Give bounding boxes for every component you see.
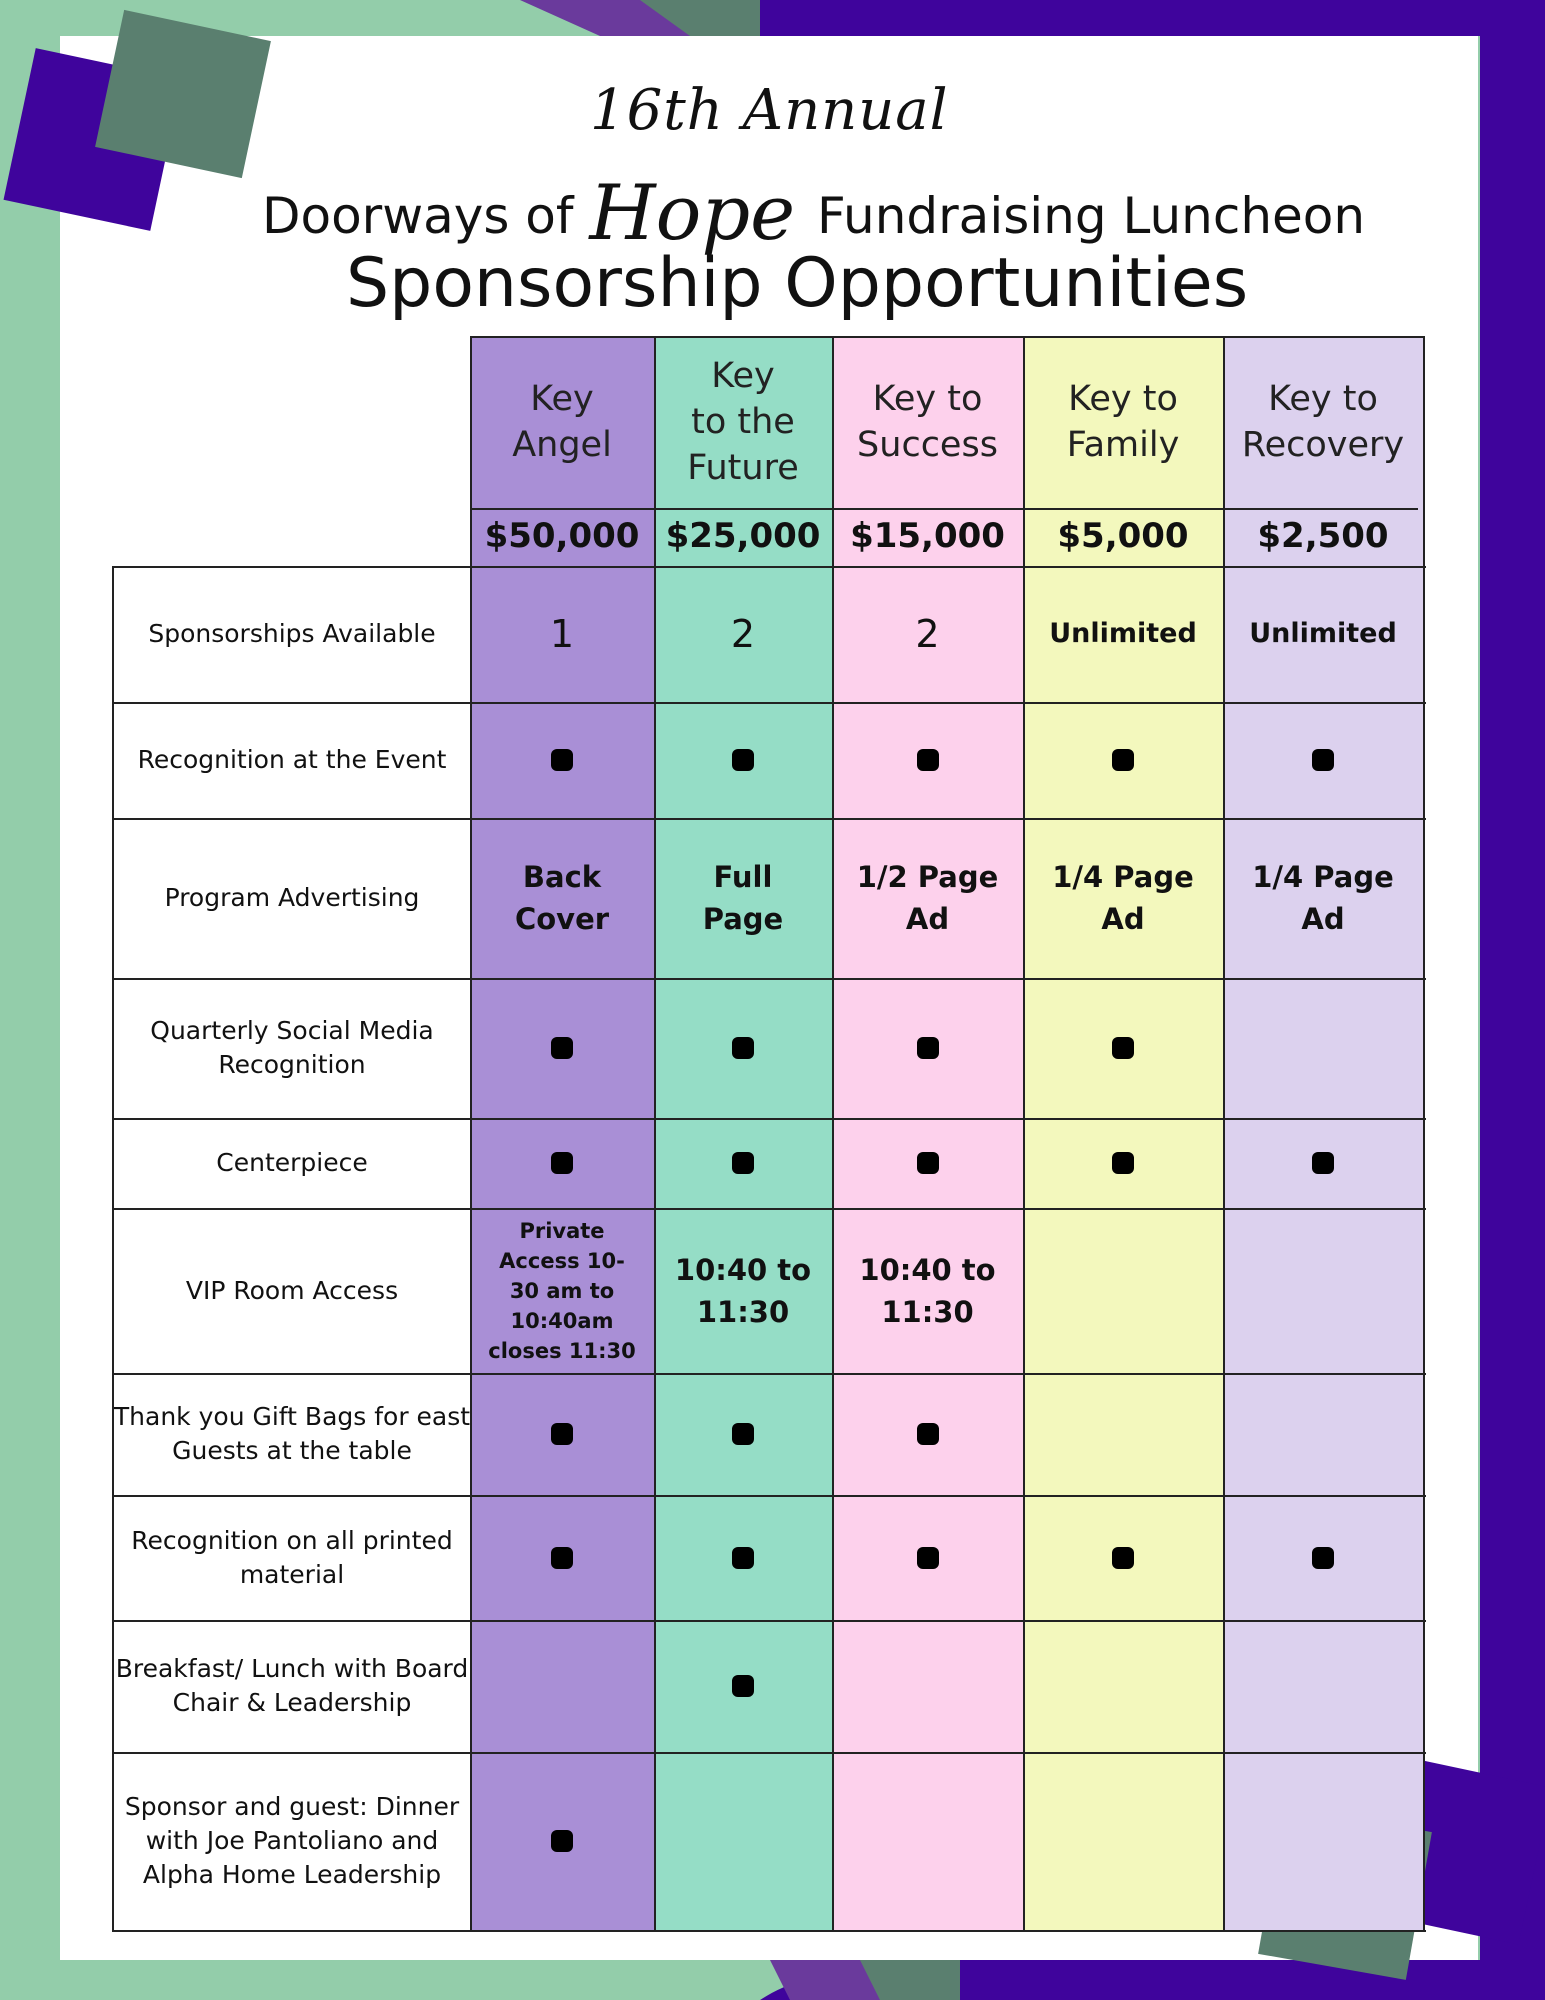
table-cell	[1023, 1208, 1223, 1373]
bullet-dot-icon	[1312, 749, 1334, 771]
tier-price: $25,000	[665, 516, 821, 556]
tier-name-line: Success	[857, 425, 998, 465]
row-divider	[112, 566, 1426, 568]
bullet-dot-icon	[732, 749, 754, 771]
cell-text: Private Access 10-30 am to 10:40am closes 11:30	[488, 1218, 636, 1363]
tier-name	[832, 376, 1023, 468]
table-cell	[470, 702, 654, 818]
table-cell	[1223, 702, 1423, 818]
table-cell	[1223, 978, 1423, 1118]
cell-text: Unlimited	[1049, 618, 1197, 649]
table-cell	[470, 1373, 654, 1495]
table-cell	[832, 1752, 1023, 1930]
table-cell	[1023, 1752, 1223, 1930]
bullet-dot-icon	[551, 749, 573, 771]
table-cell	[654, 1620, 832, 1752]
row-label: VIP Room Access	[185, 1275, 399, 1305]
table-cell	[1023, 566, 1223, 702]
cell-text: Full Page	[702, 860, 784, 936]
table-cell	[654, 1752, 832, 1930]
column-divider	[1423, 336, 1425, 1930]
table-cell	[654, 1373, 832, 1495]
row-label: Program Advertising	[164, 883, 420, 912]
table-cell	[470, 978, 654, 1118]
table-cell	[654, 978, 832, 1118]
bullet-dot-icon	[1112, 1547, 1134, 1569]
row-divider	[114, 978, 1426, 980]
table-cell	[832, 702, 1023, 818]
price-row-divider	[470, 508, 1418, 510]
table-cell	[1223, 1620, 1423, 1752]
column-divider	[1023, 336, 1025, 1930]
bullet-dot-icon	[1312, 1152, 1334, 1174]
cell-text: 1	[549, 612, 575, 656]
cell-text: 2	[730, 612, 756, 656]
table-cell	[1223, 1118, 1423, 1208]
table-cell	[832, 1373, 1023, 1495]
table-cell	[832, 818, 1023, 978]
bullet-dot-icon	[917, 1423, 939, 1445]
row-divider	[112, 1930, 1426, 1932]
table-cell	[654, 1495, 832, 1620]
row-label: Sponsor and guest: Dinner with Joe Pantoliano and Alpha Home Leadership	[124, 1792, 460, 1889]
cell-text: 10:40 to 11:30	[674, 1252, 812, 1329]
column-divider	[832, 336, 834, 1930]
bullet-dot-icon	[551, 1547, 573, 1569]
row-label: Quarterly Social Media Recognition	[150, 1016, 434, 1079]
table-cell	[1023, 1118, 1223, 1208]
event-title-prefix: Doorways of	[262, 187, 574, 245]
event-title-suffix: Fundraising Luncheon	[816, 187, 1366, 245]
annual-title: 16th Annual	[590, 78, 949, 143]
tier-name-line: Key	[530, 379, 594, 419]
table-cell	[1223, 566, 1423, 702]
bullet-dot-icon	[917, 749, 939, 771]
bullet-dot-icon	[551, 1830, 573, 1852]
row-divider	[114, 818, 1426, 820]
row-divider	[114, 1495, 1426, 1497]
row-label: Recognition at the Event	[137, 745, 447, 774]
bullet-dot-icon	[732, 1547, 754, 1569]
cell-text: Unlimited	[1249, 618, 1397, 649]
row-label: Breakfast/ Lunch with Board Chair & Leadership	[115, 1654, 469, 1717]
table-cell	[832, 978, 1023, 1118]
table-cell	[832, 566, 1023, 702]
row-divider	[114, 1373, 1426, 1375]
table-cell	[1223, 818, 1423, 978]
table-left-border	[112, 566, 114, 1930]
table-cell	[654, 1118, 832, 1208]
row-label: Centerpiece	[216, 1148, 368, 1177]
cell-text: 1/4 Page Ad	[1052, 860, 1194, 936]
table-cell	[1023, 702, 1223, 818]
table-cell	[470, 1495, 654, 1620]
row-divider	[114, 1208, 1426, 1210]
table-cell	[654, 702, 832, 818]
row-divider	[114, 1620, 1426, 1622]
tier-name-line: Recovery	[1241, 425, 1405, 465]
cell-text: 10:40 to 11:30	[859, 1252, 996, 1329]
cell-text: 1/4 Page Ad	[1252, 860, 1394, 936]
sponsorship-subtitle: Sponsorship Opportunities	[346, 244, 1249, 323]
bullet-dot-icon	[551, 1037, 573, 1059]
cell-text: 1/2 Page Ad	[856, 860, 999, 936]
tier-name	[470, 376, 654, 468]
row-label: Recognition on all printed material	[131, 1525, 453, 1589]
table-cell	[470, 1752, 654, 1930]
table-cell	[470, 818, 654, 978]
table-cell	[654, 818, 832, 978]
cell-text: Back Cover	[514, 860, 610, 936]
table-cell	[1023, 1495, 1223, 1620]
row-divider	[114, 1118, 1426, 1120]
bullet-dot-icon	[1112, 1152, 1134, 1174]
table-cell	[654, 566, 832, 702]
tier-name-line: Key	[711, 356, 775, 396]
bullet-dot-icon	[917, 1152, 939, 1174]
row-divider	[114, 1752, 1426, 1754]
table-cell	[1023, 1373, 1223, 1495]
table-cell	[1223, 1495, 1423, 1620]
tier-name-line: Angel	[512, 425, 612, 465]
table-cell	[1023, 818, 1223, 978]
tier-price: $15,000	[850, 516, 1005, 556]
table-cell	[470, 566, 654, 702]
bullet-dot-icon	[732, 1037, 754, 1059]
bullet-dot-icon	[551, 1152, 573, 1174]
column-divider	[470, 336, 472, 1930]
tier-name-line: Key to	[1068, 379, 1178, 419]
row-label: Thank you Gift Bags for east Guests at the table	[113, 1402, 471, 1465]
table-cell	[1223, 1208, 1423, 1373]
table-cell	[832, 1495, 1023, 1620]
table-cell	[832, 1620, 1023, 1752]
bullet-dot-icon	[732, 1152, 754, 1174]
tier-price: $2,500	[1257, 516, 1389, 556]
bullet-dot-icon	[1112, 749, 1134, 771]
column-divider	[1223, 336, 1225, 1930]
tier-name-line: Family	[1066, 425, 1180, 465]
row-label: Sponsorships Available	[148, 619, 436, 648]
table-cell	[1223, 1373, 1423, 1495]
bullet-dot-icon	[732, 1423, 754, 1445]
event-title-hope: Hope	[589, 168, 796, 257]
table-cell	[1023, 978, 1223, 1118]
table-cell	[832, 1208, 1023, 1373]
row-divider	[114, 702, 1426, 704]
bullet-dot-icon	[732, 1675, 754, 1697]
tier-name-line: Key to	[1268, 379, 1378, 419]
table-cell	[654, 1208, 832, 1373]
tier-name-line: to the	[691, 402, 795, 442]
bullet-dot-icon	[917, 1547, 939, 1569]
table-cell	[832, 1118, 1023, 1208]
bullet-dot-icon	[1312, 1547, 1334, 1569]
tier-price: $50,000	[484, 516, 640, 556]
table-top-border	[470, 336, 1423, 338]
cell-text: 2	[915, 612, 940, 656]
table-cell	[470, 1118, 654, 1208]
bullet-dot-icon	[917, 1037, 939, 1059]
tier-name	[1023, 376, 1223, 468]
table-cell	[470, 1620, 654, 1752]
table-cell	[1223, 1752, 1423, 1930]
tier-price: $5,000	[1057, 516, 1189, 556]
tier-name	[1223, 376, 1423, 468]
bullet-dot-icon	[551, 1423, 573, 1445]
column-divider	[654, 336, 656, 1930]
table-cell	[1023, 1620, 1223, 1752]
tier-name-line: Key to	[872, 379, 983, 419]
tier-name	[654, 353, 832, 491]
bullet-dot-icon	[1112, 1037, 1134, 1059]
table-cell	[470, 1208, 654, 1373]
tier-name-line: Future	[687, 448, 799, 488]
